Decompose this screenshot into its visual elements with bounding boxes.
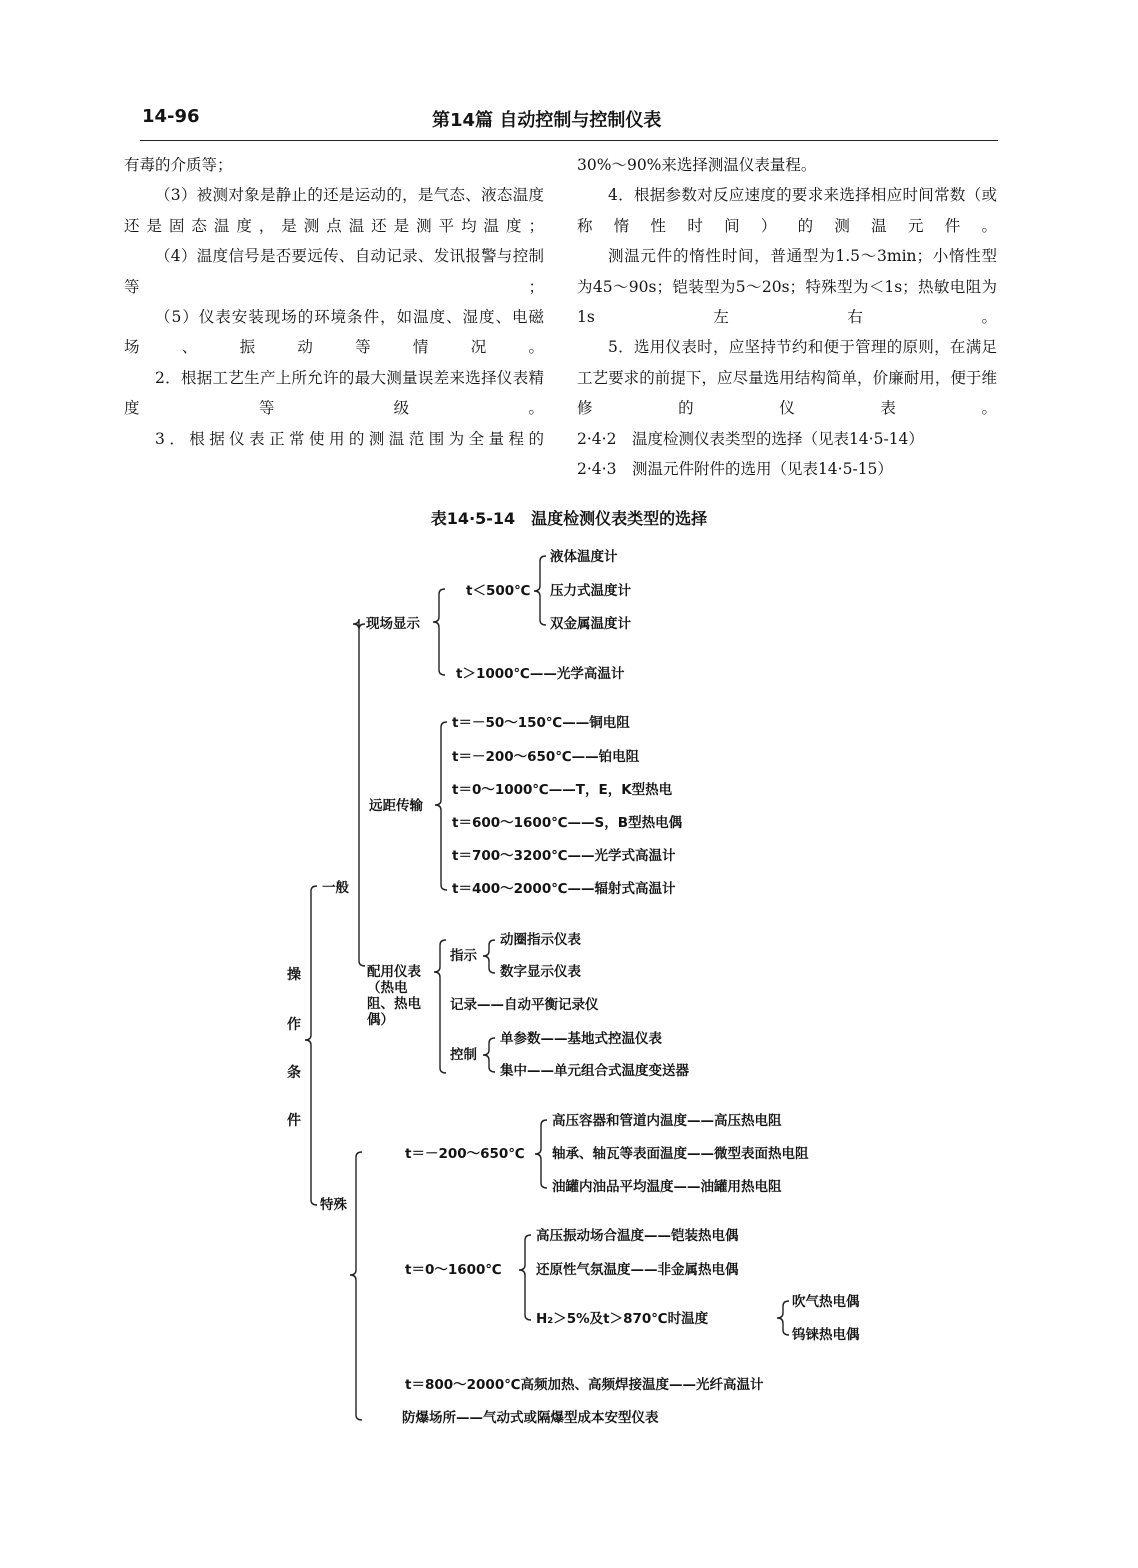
leaf-item: t＝600～1600℃——S，B型热电偶: [452, 815, 683, 831]
paragraph: 2．根据工艺生产上所允许的最大测量误差来选择仪表精度等级。: [124, 368, 544, 418]
brace-sp-range2: [519, 1235, 531, 1320]
paragraph: 测温元件的惰性时间，普通型为1.5～3min；小惰性型为45～90s；铠装型为5～20s；特殊型为＜1s；热敏电阻为1s左右。: [577, 247, 997, 327]
leaf-item: t＝800～2000℃高频加热、高频焊接温度——光纤高温计: [405, 1377, 764, 1393]
range-label: t＝0～1600℃: [405, 1262, 502, 1278]
root-label-char: 件: [287, 1113, 301, 1129]
leaf-item: 记录——自动平衡记录仪: [450, 997, 599, 1013]
root-label-char: 条: [287, 1065, 301, 1081]
leaf-item: 动圈指示仪表: [500, 932, 581, 948]
paragraph: 4．根据参数对反应速度的要求来选择相应时间常数（或称惰性时间）的测温元件。: [577, 186, 997, 235]
paragraph: （3）被测对象是静止的还是运动的，是气态、液态温度还是固态温度，是测点温还是测平均温度；: [124, 186, 544, 235]
node-control: 控制: [450, 1047, 477, 1063]
page-header-title: 第14篇 自动控制与控制仪表: [432, 110, 662, 131]
leaf-item: 钨铼热电偶: [792, 1327, 860, 1343]
leaf-item: 单参数——基地式控温仪表: [500, 1031, 662, 1047]
leaf-item: 轴承、轴瓦等表面温度——微型表面热电阻: [552, 1146, 809, 1162]
leaf-item: 双金属温度计: [550, 616, 631, 632]
table-caption: 表14·5-14 温度检测仪表类型的选择: [430, 509, 708, 528]
brace-control: [483, 1038, 495, 1072]
brace-companion: [434, 940, 446, 1073]
leaf-item: 液体温度计: [550, 549, 618, 565]
branch-companion: 配用仪表: [367, 964, 421, 980]
leaf-item: t＝400～2000℃——辐射式高温计: [452, 881, 676, 897]
leaf-item: 压力式温度计: [550, 583, 631, 599]
branch-remote: 远距传输: [369, 798, 423, 814]
root-label-char: 作: [287, 1017, 301, 1033]
paragraph: （4）温度信号是否要远传、自动记录、发讯报警与控制等；: [124, 247, 544, 296]
branch-companion-line: （热电: [367, 980, 408, 996]
leaf-item: t＝0～1000℃——T，E，K型热电: [452, 782, 673, 798]
leaf-item: t＝700～3200℃——光学式高温计: [452, 848, 676, 864]
paragraph: 5．选用仪表时，应坚持节约和便于管理的原则，在满足工艺要求的前提下，应尽量选用结构简单，价廉耐用，便于维修的仪表。: [577, 338, 997, 418]
brace-h2: [777, 1301, 789, 1335]
brace-t-below-500: [534, 556, 546, 625]
brace-field-display: [433, 589, 445, 675]
range-label: t＝－200～650℃: [405, 1146, 525, 1162]
section-heading: 2·4·3 测温元件附件的选用（见表14·5-15）: [577, 460, 893, 479]
leaf-item: 防爆场所——气动式或隔爆型成本安型仪表: [402, 1410, 659, 1426]
paragraph: 30%～90%来选择测温仪表量程。: [577, 156, 817, 174]
leaf-item: 还原性气氛温度——非金属热电偶: [536, 1262, 739, 1278]
range-label: H₂＞5%及t＞870℃时温度: [536, 1311, 709, 1327]
leaf-item: 高压振动场合温度——铠装热电偶: [536, 1228, 739, 1244]
brace-indicate: [483, 940, 495, 973]
branch-general: 一般: [322, 880, 349, 896]
brace-sp-range1: [535, 1120, 547, 1188]
leaf-item: 吹气热电偶: [792, 1294, 860, 1310]
brace-root: [305, 886, 317, 1205]
paragraph: 有毒的介质等；: [124, 156, 233, 174]
page-number: 14-96: [142, 106, 200, 127]
brace-special: [350, 1152, 362, 1420]
leaf-item: t＝－50～150℃——铜电阻: [452, 715, 630, 731]
branch-companion-line: 阻、热电: [367, 996, 421, 1012]
range-label: t＜500℃: [466, 583, 531, 599]
leaf-item: 集中——单元组合式温度变送器: [500, 1063, 689, 1079]
leaf-item: 高压容器和管道内温度——高压热电阻: [552, 1113, 782, 1129]
leaf-item: t＝－200～650℃——铂电阻: [452, 749, 640, 765]
branch-field-display: 现场显示: [366, 616, 420, 632]
brace-remote: [435, 722, 447, 890]
node-indicate: 指示: [450, 948, 477, 964]
paragraph: （5）仪表安装现场的环境条件，如温度、湿度、电磁场、振动等情况。: [124, 308, 544, 357]
leaf-item: 数字显示仪表: [500, 964, 581, 980]
root-label-char: 操: [287, 967, 301, 983]
leaf-item: 油罐内油品平均温度——油罐用热电阻: [552, 1179, 782, 1195]
section-heading: 2·4·2 温度检测仪表类型的选择（见表14·5-14）: [577, 429, 924, 448]
branch-companion-line: 偶）: [367, 1012, 394, 1028]
brace-general: [353, 619, 365, 966]
paragraph: 3．根据仪表正常使用的测温范围为全量程的: [155, 429, 544, 448]
branch-special: 特殊: [320, 1197, 347, 1213]
leaf-item: t＞1000℃——光学高温计: [456, 666, 625, 682]
